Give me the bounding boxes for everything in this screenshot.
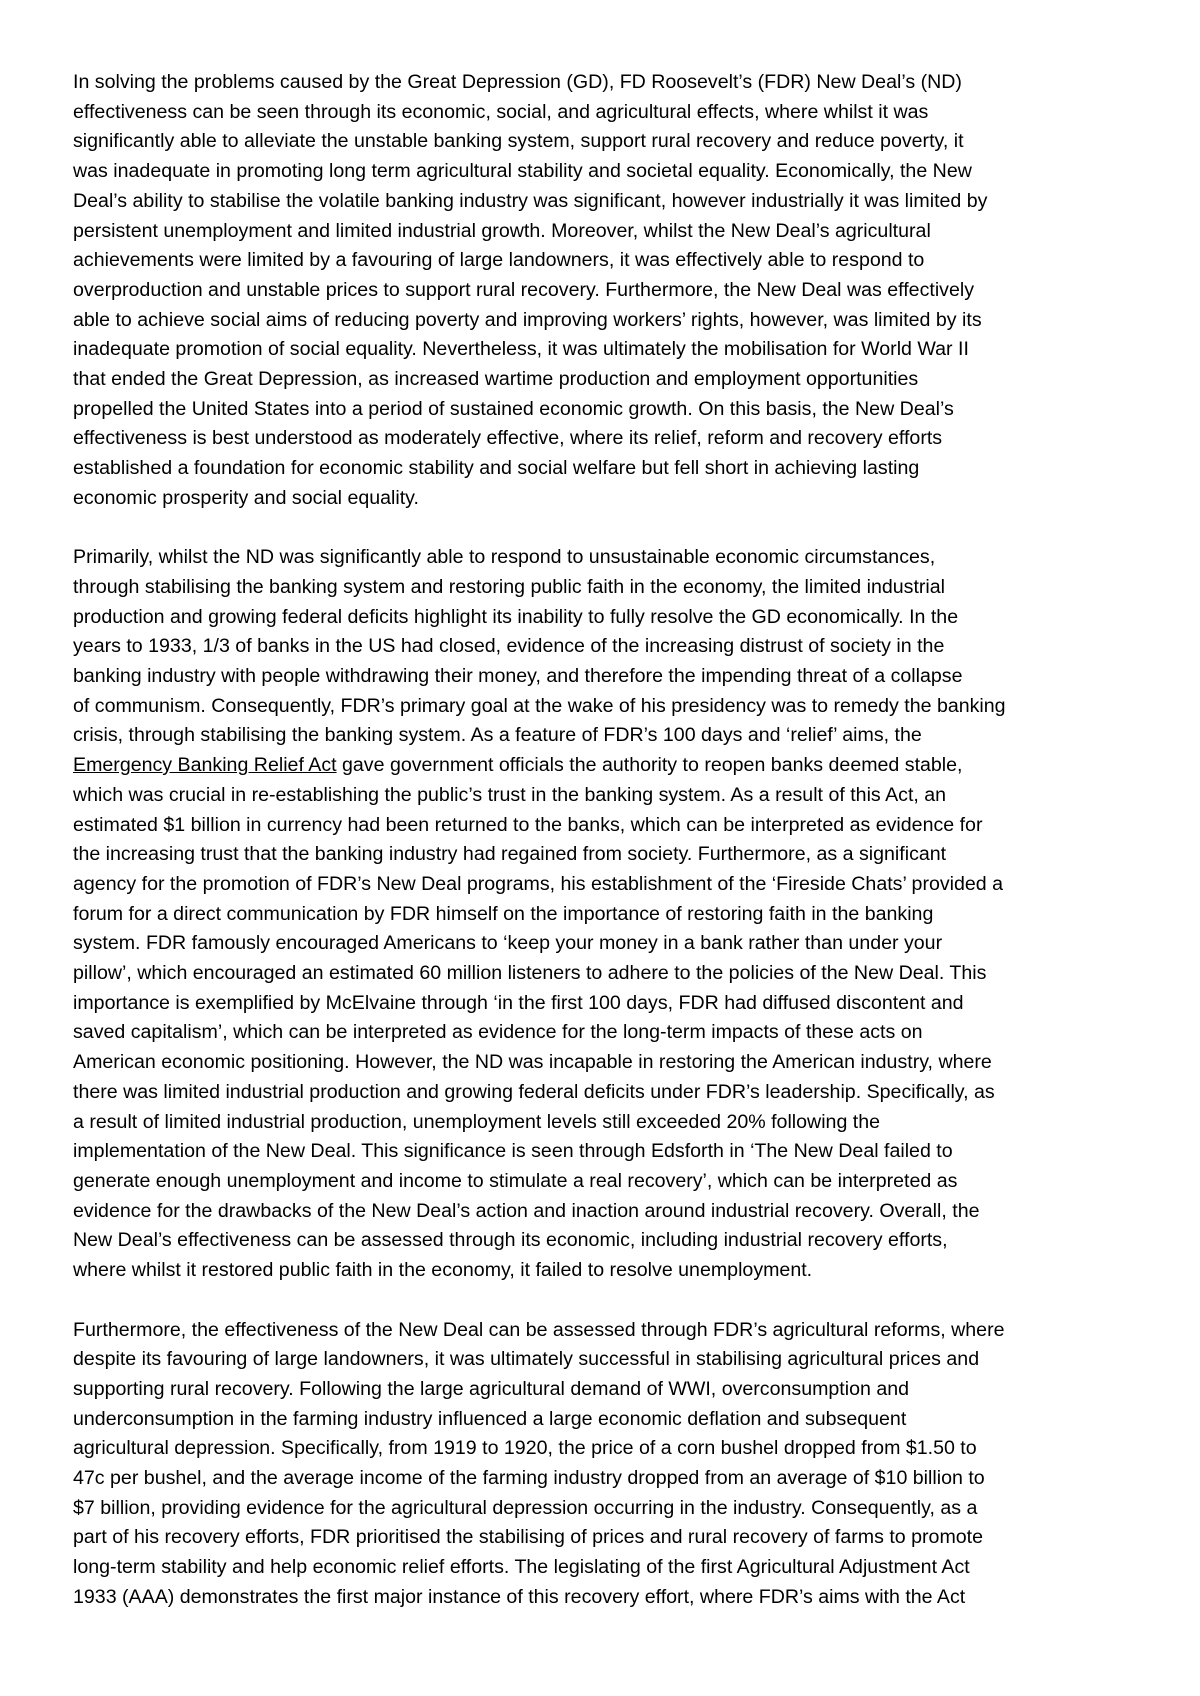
text-line: part of his recovery efforts, FDR prioritised the stabilising of prices and rural recovery of farms to promote [73, 1526, 984, 1549]
text-line: agency for the promotion of FDR’s New Deal programs, his establishment of the ‘Fireside Chats’ provided a [73, 872, 1004, 895]
text-line: effectiveness is best understood as moderately effective, where its relief, reform and recovery efforts [73, 427, 943, 450]
text-line: the increasing trust that the banking industry had regained from society. Furthermore, as a significant [73, 843, 947, 866]
text-line: significantly able to alleviate the unstable banking system, support rural recovery and reduce poverty, it [73, 130, 964, 153]
text-line: despite its favouring of large landowners, it was ultimately successful in stabilising agricultural prices and [73, 1348, 980, 1371]
text-line: banking industry with people withdrawing their money, and therefore the impending threat of a collapse [73, 665, 963, 688]
text-line: 1933 (AAA) demonstrates the first major instance of this recovery effort, where FDR’s aims with the Act [73, 1585, 966, 1608]
text-line: production and growing federal deficits highlight its inability to fully resolve the GD economically. In the [73, 605, 959, 628]
text-line: a result of limited industrial production, unemployment levels still exceeded 20% following the [73, 1110, 881, 1133]
text-line: New Deal’s effectiveness can be assessed through its economic, including industrial recovery efforts, [73, 1229, 948, 1252]
text-line: there was limited industrial production and growing federal deficits under FDR’s leadership. Specifically, as [73, 1080, 995, 1103]
text-line: propelled the United States into a period of sustained economic growth. On this basis, the New Deal’s [73, 397, 954, 420]
text-line: saved capitalism’, which can be interpreted as evidence for the long-term impacts of these acts on [73, 1021, 923, 1044]
text-line: 47c per bushel, and the average income of the farming industry dropped from an average of $10 billion to [73, 1467, 985, 1490]
text-line: economic prosperity and social equality. [73, 486, 419, 509]
paragraph-introduction [73, 68, 1153, 514]
emergency-banking-relief-act-reference: Emergency Banking Relief Act [73, 754, 337, 777]
text-line: evidence for the drawbacks of the New Deal’s action and inaction around industrial recovery. Overall, the [73, 1199, 980, 1222]
text-line: crisis, through stabilising the banking system. As a feature of FDR’s 100 days and ‘relief’ aims, the [73, 724, 922, 747]
text-line: was inadequate in promoting long term agricultural stability and societal equality. Economically, the New [73, 160, 972, 183]
text-line: achievements were limited by a favouring of large landowners, it was effectively able to respond to [73, 249, 925, 272]
text-line: Deal’s ability to stabilise the volatile banking industry was significant, however industrially it was limited by [73, 189, 988, 212]
paragraph-economic [73, 543, 1153, 1286]
text-line: supporting rural recovery. Following the large agricultural demand of WWI, overconsumption and [73, 1377, 910, 1400]
text-line: importance is exemplified by McElvaine through ‘in the first 100 days, FDR had diffused discontent and [73, 991, 964, 1014]
text-line: overproduction and unstable prices to support rural recovery. Furthermore, the New Deal was effectively [73, 278, 975, 301]
text-line: effectiveness can be seen through its economic, social, and agricultural effects, where whilst it was [73, 100, 929, 123]
text-line: Furthermore, the effectiveness of the New Deal can be assessed through FDR’s agricultural reforms, where [73, 1318, 1005, 1341]
text-line: implementation of the New Deal. This significance is seen through Edsforth in ‘The New Deal failed to [73, 1140, 953, 1163]
paragraph-agricultural [73, 1316, 1153, 1613]
text-line: able to achieve social aims of reducing poverty and improving workers’ rights, however, was limited by its [73, 308, 982, 331]
text-line: through stabilising the banking system and restoring public faith in the economy, the limited industrial [73, 575, 946, 598]
text-line: agricultural depression. Specifically, from 1919 to 1920, the price of a corn bushel dropped from $1.50 to [73, 1437, 977, 1460]
text-line: of communism. Consequently, FDR’s primary goal at the wake of his presidency was to remedy the banking [73, 694, 1006, 717]
text-line: estimated $1 billion in currency had been returned to the banks, which can be interpreted as evidence for [73, 813, 983, 836]
text-line: pillow’, which encouraged an estimated 60 million listeners to adhere to the policies of the New Deal. This [73, 962, 987, 985]
text-line: American economic positioning. However, the ND was incapable in restoring the American industry, where [73, 1051, 992, 1074]
text-line: In solving the problems caused by the Great Depression (GD), FD Roosevelt’s (FDR) New Deal’s (ND) [73, 71, 962, 93]
text-line: years to 1933, 1/3 of banks in the US had closed, evidence of the increasing distrust of society in the [73, 635, 945, 658]
text-line: persistent unemployment and limited industrial growth. Moreover, whilst the New Deal’s agricultural [73, 219, 931, 242]
text-line: which was crucial in re-establishing the public’s trust in the banking system. As a result of this Act, an [73, 783, 947, 806]
text-line: where whilst it restored public faith in the economy, it failed to resolve unemployment. [73, 1259, 813, 1282]
act-line-rest: gave government officials the authority to reopen banks deemed stable, [336, 754, 963, 777]
document-page [73, 68, 1153, 1642]
text-line: Primarily, whilst the ND was significantly able to respond to unsustainable economic circumstances, [73, 546, 936, 569]
text-line: system. FDR famously encouraged Americans to ‘keep your money in a bank rather than under your [73, 932, 943, 955]
text-line: inadequate promotion of social equality. Nevertheless, it was ultimately the mobilisation for World War II [73, 338, 969, 361]
text-line: long-term stability and help economic relief efforts. The legislating of the first Agricultural Adjustment Act [73, 1556, 970, 1579]
text-line: $7 billion, providing evidence for the agricultural depression occurring in the industry. Consequently, as a [73, 1496, 978, 1519]
text-line: established a foundation for economic stability and social welfare but fell short in achieving lasting [73, 457, 920, 480]
text-line: generate enough unemployment and income to stimulate a real recovery’, which can be interpreted as [73, 1170, 958, 1192]
text-line: underconsumption in the farming industry influenced a large economic deflation and subsequent [73, 1407, 907, 1430]
text-line-act [73, 751, 1153, 781]
text-line: forum for a direct communication by FDR himself on the importance of restoring faith in the banking [73, 902, 934, 925]
text-line: that ended the Great Depression, as increased wartime production and employment opportunities [73, 368, 919, 391]
